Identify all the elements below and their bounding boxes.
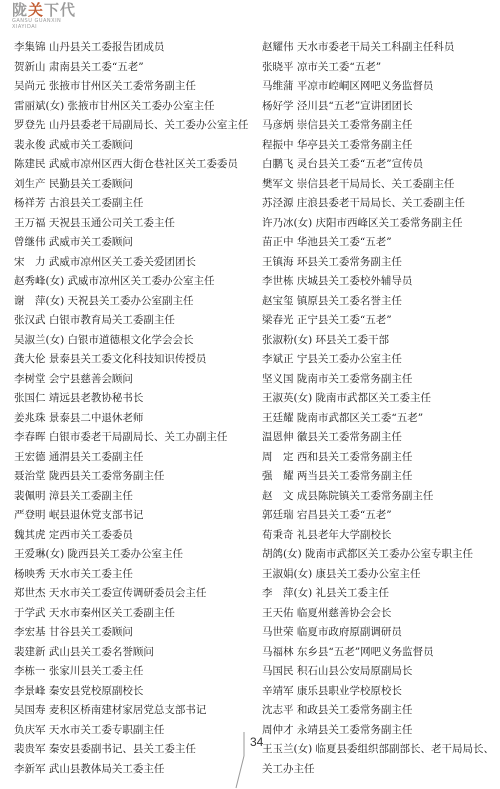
member-name: 李春晖 <box>14 431 46 443</box>
roster-entry <box>262 116 498 136</box>
member-role: 陇南市武都区关工委办公室专职主任 <box>305 548 474 560</box>
roster-entry <box>262 448 498 468</box>
member-name: 龚大伦 <box>14 353 46 365</box>
member-role: 武威市凉州区关工委关爱团团长 <box>48 255 196 268</box>
member-role: 华亭县关工委常务副主任 <box>296 138 413 151</box>
member-role: 西和县关工委常务副主任 <box>296 450 413 463</box>
member-role: 东乡县“五老”网吧义务监督员 <box>296 645 434 658</box>
member-name: 王镇海 <box>262 255 294 268</box>
member-name: 于学武 <box>14 606 46 619</box>
member-role: 庆阳市西峰区关工委常务副主任 <box>315 216 463 229</box>
member-role: 天水市关工委主任 <box>48 567 133 580</box>
member-name: 程振中 <box>262 138 294 151</box>
roster-entry <box>14 253 250 273</box>
member-name: 王廷耀 <box>262 411 294 424</box>
member-role: 环县关工委干部 <box>315 333 390 346</box>
member-name: 马国民 <box>262 665 294 677</box>
member-name: 樊军文 <box>262 177 294 190</box>
member-name: 梁春光 <box>262 314 294 326</box>
roster-entry <box>14 194 250 214</box>
roster-entry <box>262 370 498 390</box>
member-role: 天水市委老干局关工科副主任科员 <box>296 41 455 53</box>
roster-entry <box>262 350 498 370</box>
roster-entry <box>262 604 498 624</box>
logo-brand <box>12 2 92 18</box>
member-name: 吴国寿 <box>14 704 46 716</box>
member-name: 裴贵军 <box>14 743 46 755</box>
member-name: 王淑英(女) <box>262 392 313 404</box>
roster-entry <box>262 623 498 643</box>
roster-entry <box>14 58 250 78</box>
roster-entry <box>262 701 498 721</box>
member-role: 古浪县关工委副主任 <box>48 197 144 209</box>
roster-entry <box>262 194 498 214</box>
member-role: 成县陈院镇关工委常务副主任 <box>296 489 434 502</box>
roster-entry <box>14 292 250 312</box>
roster-entry <box>14 506 250 526</box>
member-role: 陇西县关工委办公室主任 <box>67 548 184 560</box>
member-role: 礼县关工委主任 <box>315 587 390 599</box>
member-role: 会宁县慈善会顾问 <box>48 372 133 385</box>
roster-entry <box>262 428 498 448</box>
member-name: 李新军 <box>14 762 46 775</box>
member-name: 曾继伟 <box>14 236 46 248</box>
member-role: 靖远县老教协秘书长 <box>48 392 144 404</box>
member-name: 李斌正 <box>262 353 294 365</box>
member-name: 马福林 <box>262 645 294 658</box>
roster-entry <box>14 272 250 292</box>
roster-entry <box>262 389 498 409</box>
member-name: 张国仁 <box>14 392 46 404</box>
roster-entry <box>14 584 250 604</box>
member-role: 张家川县关工委主任 <box>48 665 144 677</box>
logo-char-mid: 关 <box>28 1 45 19</box>
member-name: 魏其虎 <box>14 528 46 541</box>
roster-entry <box>14 233 250 253</box>
member-role: 秦安县委副书记、县关工委主任 <box>48 743 196 755</box>
member-role: 山丹县委老干局副局长、关工委办公室主任 <box>48 119 249 131</box>
member-name: 张晓平 <box>262 60 294 73</box>
member-role: 白银市道德根文化学会会长 <box>67 333 194 346</box>
member-name: 赵宝玺 <box>262 294 294 307</box>
member-name: 周 定 <box>262 450 294 463</box>
member-name: 李树堂 <box>14 372 46 385</box>
logo-subtitle-1: GANSU GUANXIN <box>12 18 62 24</box>
roster-entry <box>14 604 250 624</box>
member-role: 灵台县关工委“五老”宣传员 <box>296 158 424 170</box>
roster-entry <box>14 682 250 702</box>
member-role: 张掖市甘州区关工委办公室主任 <box>67 99 215 112</box>
member-name: 严登明 <box>14 509 46 521</box>
roster-entry <box>14 428 250 448</box>
member-name: 马彦炳 <box>262 119 294 131</box>
roster-entry <box>262 584 498 604</box>
member-role: 陇南市武都区关工委主任 <box>315 392 432 404</box>
roster-entry <box>14 487 250 507</box>
roster-entry <box>14 77 250 97</box>
roster-entry <box>14 311 250 331</box>
member-role: 陇南市武都区关工委“五老” <box>296 411 424 424</box>
roster-entry <box>262 58 498 78</box>
roster-entry <box>262 233 498 253</box>
member-role: 天水市关工委宣传调研委员会主任 <box>48 587 207 599</box>
member-name: 赵秀峰(女) <box>14 275 65 287</box>
member-name: 荀秉奇 <box>262 528 294 541</box>
member-name: 杨好学 <box>262 99 294 112</box>
member-role: 镇原县关工委名誉主任 <box>296 294 402 307</box>
member-name: 王宏德 <box>14 450 46 463</box>
member-name: 王天佑 <box>262 606 294 619</box>
roster-entry <box>262 136 498 156</box>
member-role: 岷县退休党支部书记 <box>48 509 144 521</box>
member-name: 赵耀伟 <box>262 41 294 53</box>
member-name: 苏泾源 <box>262 197 294 209</box>
member-role: 永靖县关工委常务副主任 <box>296 723 413 736</box>
roster-entry <box>14 116 250 136</box>
member-name: 马维蒲 <box>262 80 294 92</box>
member-role: 天水市秦州区关工委副主任 <box>48 606 175 619</box>
roster-entry <box>262 175 498 195</box>
roster-entry <box>262 214 498 234</box>
member-name: 强 耀 <box>262 470 294 482</box>
roster-entry <box>14 389 250 409</box>
member-role: 环县关工委常务副主任 <box>296 255 402 268</box>
member-role: 和政县关工委常务副主任 <box>296 704 413 716</box>
member-role: 平凉市崆峒区网吧义务监督员 <box>296 80 434 92</box>
member-role: 山丹县关工委报告团成员 <box>48 41 165 53</box>
roster-entry <box>14 350 250 370</box>
member-role: 甘谷县关工委顾问 <box>48 626 133 638</box>
member-name: 裴永俊 <box>14 138 46 151</box>
member-name: 吴尚元 <box>14 80 46 92</box>
member-name: 李 萍(女) <box>262 587 313 599</box>
member-role: 天祝县玉通公司关工委主任 <box>48 216 175 229</box>
logo-subtitle-2: XIAYIDAI <box>12 24 38 30</box>
member-role: 礼县老年大学副校长 <box>296 528 392 541</box>
member-role: 通渭县关工委副主任 <box>48 450 144 463</box>
roster-entry <box>262 545 498 565</box>
member-name: 李栋一 <box>14 665 46 677</box>
member-role: 景泰县二中退休老师 <box>48 411 144 424</box>
roster-entry <box>262 155 498 175</box>
member-name: 苗正中 <box>262 236 294 248</box>
member-role: 秦安县党校原副校长 <box>48 684 144 697</box>
member-role: 漳县关工委副主任 <box>48 489 133 502</box>
roster-entry <box>262 253 498 273</box>
roster-entry <box>262 467 498 487</box>
member-role: 景泰县关工委文化科技知识传授员 <box>48 353 207 365</box>
member-role: 武威市关工委顾问 <box>48 236 133 248</box>
member-name: 姜兆珠 <box>14 411 46 424</box>
roster-entry <box>14 448 250 468</box>
roster-entry <box>262 97 498 117</box>
roster-entry <box>14 155 250 175</box>
member-name: 裴建新 <box>14 645 46 658</box>
member-role: 康县关工委办公室主任 <box>315 567 421 580</box>
member-role: 临夏市政府原副调研员 <box>296 626 402 638</box>
roster-entry <box>14 701 250 721</box>
roster-entry <box>262 331 498 351</box>
member-role: 凉市关工委“五老” <box>296 60 382 73</box>
member-name: 白鹏飞 <box>262 158 294 170</box>
member-role: 正宁县关工委“五老” <box>296 314 392 326</box>
roster-entry <box>14 214 250 234</box>
member-role: 麦积区桥南建材家居党总支部书记 <box>48 704 207 716</box>
member-role: 临夏州慈善协会会长 <box>296 606 392 619</box>
member-role: 张掖市甘州区关工委常务副主任 <box>48 80 196 92</box>
roster-entry <box>14 175 250 195</box>
roster-entry <box>262 409 498 429</box>
roster-entry <box>262 311 498 331</box>
member-name: 郭廷瑞 <box>262 509 294 521</box>
member-name: 王万福 <box>14 216 46 229</box>
page-number: 34 <box>250 735 264 749</box>
member-name: 周仲才 <box>262 723 294 736</box>
member-name: 雷丽斌(女) <box>14 99 65 112</box>
roster-entry <box>262 487 498 507</box>
magazine-logo <box>12 2 92 32</box>
roster-entry <box>14 370 250 390</box>
member-name: 沈志平 <box>262 704 294 716</box>
member-name: 罗登先 <box>14 119 46 131</box>
member-role: 武威市关工委顾问 <box>48 138 133 151</box>
roster-entry <box>262 565 498 585</box>
member-name: 赵 文 <box>262 489 294 502</box>
member-name: 李景峰 <box>14 684 46 697</box>
left-column <box>14 38 250 779</box>
member-role: 武山县教体局关工委主任 <box>48 762 165 775</box>
logo-char-tail: 下代 <box>44 1 77 19</box>
member-name: 王淑娟(女) <box>262 567 313 580</box>
member-role: 武威市凉州区关工委办公室主任 <box>67 275 215 287</box>
member-name: 郑世杰 <box>14 587 46 599</box>
member-name: 负庆军 <box>14 723 46 736</box>
roster-entry <box>262 272 498 292</box>
member-name: 王玉兰(女) <box>262 743 313 755</box>
member-role: 武威市凉州区西大街仓巷社区关工委委员 <box>48 158 238 170</box>
member-name: 辛靖军 <box>262 684 294 697</box>
member-role: 庆城县关工委校外辅导员 <box>296 275 413 287</box>
member-name: 胡鸽(女) <box>262 548 302 560</box>
member-role: 宕昌县关工委“五老” <box>296 509 392 521</box>
member-role: 崇信县老干局局长、关工委副主任 <box>296 177 455 190</box>
member-name: 杨祥芳 <box>14 197 46 209</box>
member-role: 肃南县关工委“五老” <box>48 60 144 73</box>
member-role: 陇西县关工委常务副主任 <box>48 470 165 482</box>
member-role: 武山县关工委名誉顾问 <box>48 645 154 658</box>
member-role: 康乐县职业学校原校长 <box>296 684 402 697</box>
member-name: 李集锦 <box>14 41 46 53</box>
member-role: 华池县关工委“五老” <box>296 236 392 248</box>
logo-char-main: 陇 <box>12 1 29 19</box>
member-name: 许乃冰(女) <box>262 216 313 229</box>
member-role: 天水市关工委专职副主任 <box>48 723 165 736</box>
roster-entry <box>262 38 498 58</box>
roster-entry <box>262 506 498 526</box>
member-role: 天祝县关工委办公室副主任 <box>67 294 194 307</box>
member-role: 两当县关工委常务副主任 <box>296 470 413 482</box>
roster-entry <box>14 662 250 682</box>
member-name: 谢 萍(女) <box>14 294 65 307</box>
member-name: 张淑粉(女) <box>262 333 313 346</box>
roster-entry <box>14 526 250 546</box>
roster-entry <box>262 292 498 312</box>
member-name: 宋 力 <box>14 255 46 268</box>
member-role: 积石山县公安局原副局长 <box>296 665 413 677</box>
roster-entry <box>262 662 498 682</box>
member-name: 陈建民 <box>14 158 46 170</box>
member-name: 张汉武 <box>14 314 46 326</box>
right-column <box>262 38 498 779</box>
member-role: 白银市委老干局副局长、关工办副主任 <box>48 431 228 443</box>
member-role: 徽县关工委常务副主任 <box>296 431 402 443</box>
roster-entry <box>14 409 250 429</box>
member-role: 宁县关工委办公室主任 <box>296 353 402 365</box>
member-name: 马世荣 <box>262 626 294 638</box>
member-role: 泾川县“五老”宣讲团团长 <box>296 99 413 112</box>
member-role: 定西市关工委委员 <box>48 528 133 541</box>
roster-entry <box>262 77 498 97</box>
member-role: 陇南市关工委常务副主任 <box>296 372 413 385</box>
member-name: 坚义国 <box>262 372 294 385</box>
member-name: 李世栋 <box>262 275 294 287</box>
roster-entry <box>14 643 250 663</box>
roster-entry <box>262 643 498 663</box>
member-name: 李宏基 <box>14 626 46 638</box>
member-name: 杨映秀 <box>14 567 46 580</box>
roster-entry <box>262 682 498 702</box>
member-name: 聂治堂 <box>14 470 46 482</box>
roster-entry <box>14 545 250 565</box>
roster-entry <box>14 331 250 351</box>
member-name: 裴佩明 <box>14 489 46 502</box>
roster-entry <box>14 623 250 643</box>
member-name: 温恩伸 <box>262 431 294 443</box>
page-footer <box>0 730 500 789</box>
member-name: 贺新山 <box>14 60 46 73</box>
member-role: 临夏县委组织部副部长、老干局局长、关工办主任 <box>262 743 495 775</box>
member-name: 吴淑兰(女) <box>14 333 65 346</box>
roster-entry <box>14 97 250 117</box>
roster-entry <box>14 38 250 58</box>
member-role: 崇信县关工委常务副主任 <box>296 119 413 131</box>
roster-entry <box>14 136 250 156</box>
roster-entry <box>14 565 250 585</box>
roster-entry <box>262 526 498 546</box>
member-role: 庄浪县委老干局局长、关工委副主任 <box>296 197 465 209</box>
member-role: 白银市教育局关工委副主任 <box>48 314 175 326</box>
member-role: 民勤县关工委顾问 <box>48 177 133 190</box>
member-name: 刘生产 <box>14 177 46 190</box>
member-name: 王爱琳(女) <box>14 548 65 560</box>
roster-entry <box>14 467 250 487</box>
